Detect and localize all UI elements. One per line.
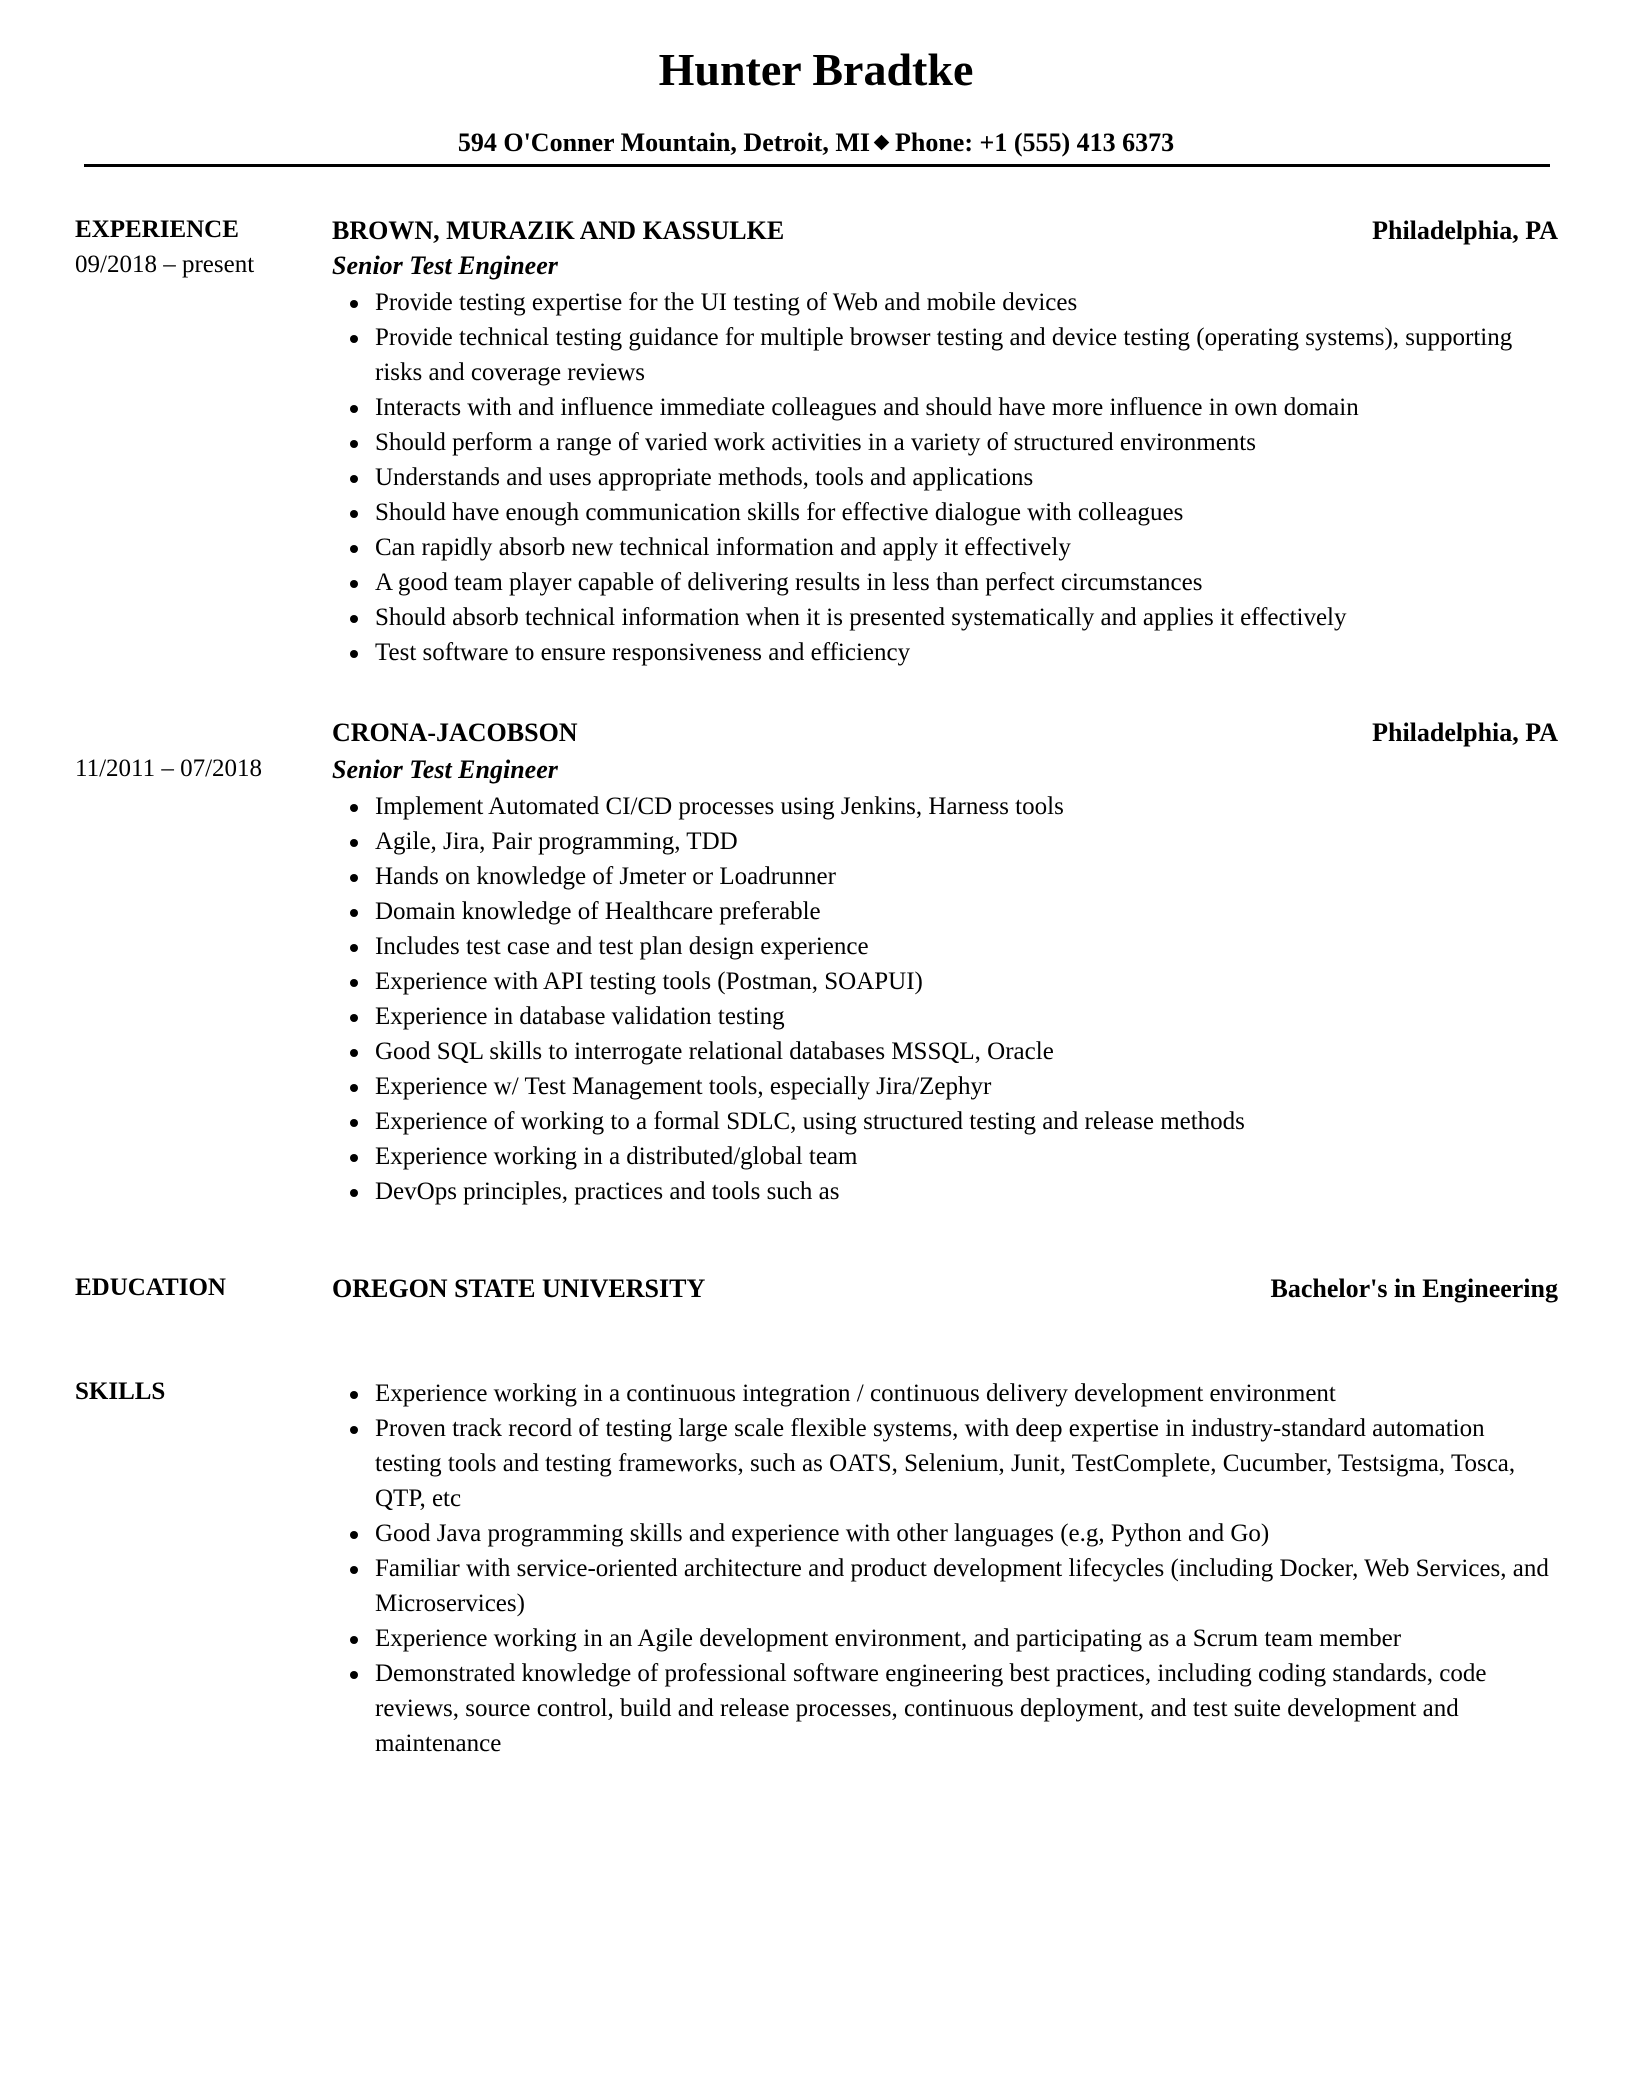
list-item: Demonstrated knowledge of professional software engineering best practices, including coding standards, code reviews, source control, build and release processes, continuous deployment, and test suite development and maintenance	[334, 1656, 1554, 1761]
diamond-separator-icon	[874, 135, 890, 151]
job-company: BROWN, MURAZIK AND KASSULKE	[332, 216, 785, 245]
list-item: Interacts with and influence immediate colleagues and should have more influence in own domain	[334, 390, 1554, 425]
list-item: Good Java programming skills and experience with other languages (e.g, Python and Go)	[334, 1516, 1554, 1551]
list-item: A good team player capable of delivering results in less than perfect circumstances	[334, 565, 1554, 600]
job-bullets	[334, 789, 1554, 1209]
list-item: Test software to ensure responsiveness and efficiency	[334, 635, 1554, 670]
address: 594 O'Conner Mountain, Detroit, MI	[457, 128, 870, 157]
list-item: DevOps principles, practices and tools such as	[334, 1174, 1554, 1209]
job-role: Senior Test Engineer	[332, 251, 558, 280]
list-item: Can rapidly absorb new technical information and apply it effectively	[334, 530, 1554, 565]
contact-line	[0, 126, 1632, 160]
list-item: Good SQL skills to interrogate relational databases MSSQL, Oracle	[334, 1034, 1554, 1069]
list-item: Should perform a range of varied work activities in a variety of structured environments	[334, 425, 1554, 460]
list-item: Domain knowledge of Healthcare preferable	[334, 894, 1554, 929]
job-date: 09/2018 – present	[75, 251, 255, 278]
list-item: Experience with API testing tools (Postman, SOAPUI)	[334, 964, 1554, 999]
list-item: Understands and uses appropriate methods, tools and applications	[334, 460, 1554, 495]
list-item: Should absorb technical information when it is presented systematically and applies it effectively	[334, 600, 1554, 635]
job-bullets	[334, 285, 1554, 670]
list-item: Experience working in a continuous integration / continuous delivery development environment	[334, 1376, 1554, 1411]
job-role: Senior Test Engineer	[332, 755, 558, 784]
list-item: Experience of working to a formal SDLC, using structured testing and release methods	[334, 1104, 1554, 1139]
list-item: Hands on knowledge of Jmeter or Loadrunner	[334, 859, 1554, 894]
list-item: Provide testing expertise for the UI testing of Web and mobile devices	[334, 285, 1554, 320]
list-item: Implement Automated CI/CD processes using Jenkins, Harness tools	[334, 789, 1554, 824]
job-date: 11/2011 – 07/2018	[75, 755, 263, 782]
job-location: Philadelphia, PA	[1372, 216, 1558, 245]
phone: Phone: +1 (555) 413 6373	[895, 128, 1175, 157]
education-section-title: EDUCATION	[75, 1274, 226, 1301]
header-divider	[84, 164, 1550, 167]
education-degree: Bachelor's in Engineering	[1270, 1274, 1558, 1303]
list-item: Provide technical testing guidance for multiple browser testing and device testing (operating systems), supporting risks and coverage reviews	[334, 320, 1554, 390]
list-item: Experience w/ Test Management tools, especially Jira/Zephyr	[334, 1069, 1554, 1104]
list-item: Includes test case and test plan design experience	[334, 929, 1554, 964]
list-item: Experience in database validation testing	[334, 999, 1554, 1034]
list-item: Experience working in a distributed/global team	[334, 1139, 1554, 1174]
list-item: Should have enough communication skills for effective dialogue with colleagues	[334, 495, 1554, 530]
list-item: Agile, Jira, Pair programming, TDD	[334, 824, 1554, 859]
experience-section-title: EXPERIENCE	[75, 216, 239, 243]
skills-bullets	[334, 1376, 1554, 1761]
education-school: OREGON STATE UNIVERSITY	[332, 1274, 706, 1303]
job-company: CRONA-JACOBSON	[332, 718, 578, 747]
job-location: Philadelphia, PA	[1372, 718, 1558, 747]
candidate-name: Hunter Bradtke	[658, 44, 974, 95]
list-item: Familiar with service-oriented architecture and product development lifecycles (including Docker, Web Services, and Microservices)	[334, 1551, 1554, 1621]
list-item: Experience working in an Agile development environment, and participating as a Scrum team member	[334, 1621, 1554, 1656]
list-item: Proven track record of testing large scale flexible systems, with deep expertise in industry-standard automation testing tools and testing frameworks, such as OATS, Selenium, Junit, TestComplete, Cucumber, Testsigma, Tosca, QTP, etc	[334, 1411, 1554, 1516]
skills-section-title: SKILLS	[75, 1378, 166, 1405]
